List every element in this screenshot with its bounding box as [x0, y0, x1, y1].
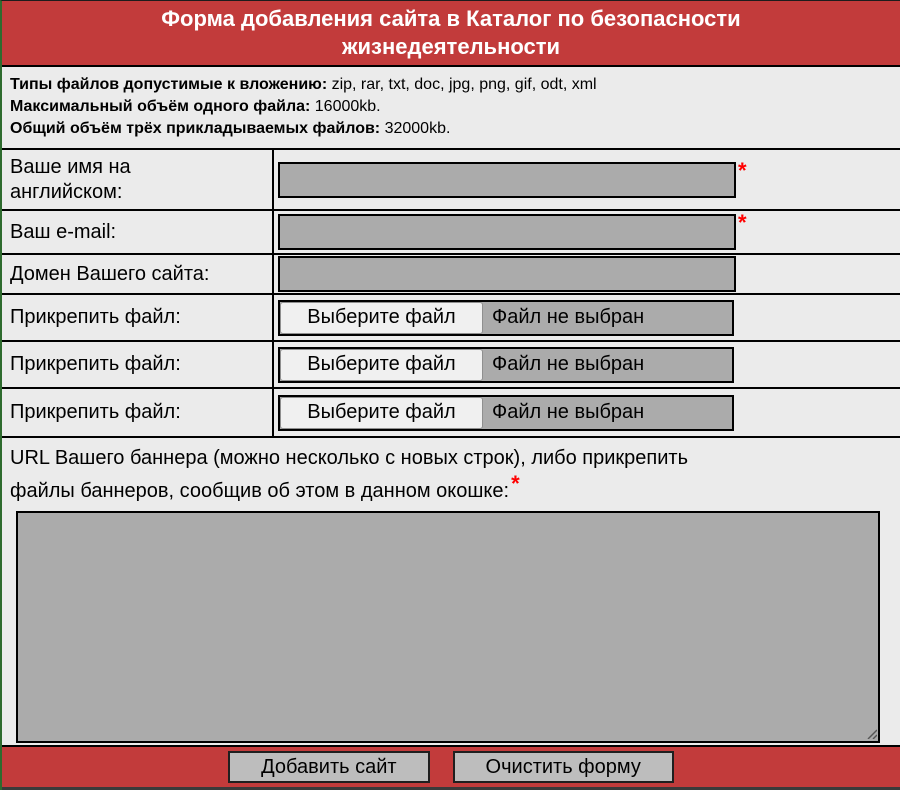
max-file-size-value: 16000kb.	[310, 98, 381, 115]
file-1-label-text: Прикрепить файл:	[10, 306, 181, 328]
banner-url-section	[2, 438, 900, 747]
file-rules-panel	[2, 67, 900, 150]
resize-handle-icon[interactable]	[865, 727, 877, 739]
form-row-domain	[2, 255, 900, 295]
name-label	[2, 150, 274, 209]
allowed-types-value: zip, rar, txt, doc, jpg, png, gif, odt, xml	[327, 76, 597, 93]
max-file-size-line	[10, 96, 892, 118]
file-input-1[interactable]	[278, 300, 734, 336]
name-input[interactable]	[278, 162, 736, 198]
total-size-label: Общий объём трёх прикладываемых файлов:	[10, 120, 381, 137]
required-asterisk: *	[738, 157, 747, 183]
file-3-label-text: Прикрепить файл:	[10, 401, 181, 423]
file-input-3[interactable]	[278, 395, 734, 431]
reset-button[interactable]: Очистить форму	[453, 751, 674, 783]
file-2-label-text: Прикрепить файл:	[10, 353, 181, 375]
banner-url-label	[10, 443, 745, 507]
file-status-text: Файл не выбран	[492, 353, 645, 375]
total-size-value: 32000kb.	[380, 120, 451, 137]
allowed-types-label: Типы файлов допустимые к вложению:	[10, 76, 328, 93]
page-title: Форма добавления сайта в Каталог по безопасности жизнедеятельности	[161, 6, 741, 59]
required-asterisk: *	[738, 210, 747, 235]
allowed-types-line	[10, 74, 892, 96]
email-label-text: Ваш e-mail:	[10, 220, 117, 243]
form-row-name	[2, 150, 900, 211]
form-row-file-2	[2, 342, 900, 389]
file-2-field-cell	[274, 342, 900, 387]
required-asterisk: *	[511, 471, 520, 496]
choose-file-button[interactable]: Выберите файл	[280, 349, 483, 381]
choose-file-button[interactable]: Выберите файл	[280, 397, 483, 429]
form-row-file-1	[2, 295, 900, 342]
file-input-2[interactable]	[278, 347, 734, 383]
email-input[interactable]	[278, 214, 736, 250]
form-actions-bar	[2, 747, 900, 787]
domain-field-cell	[274, 255, 900, 293]
choose-file-button[interactable]: Выберите файл	[280, 302, 483, 334]
banner-url-label-text: URL Вашего баннера (можно несколько с новых строк), либо прикрепить файлы баннеров, сообщив об этом в данном окошке:	[10, 447, 688, 502]
name-field-cell	[274, 150, 900, 209]
submit-button[interactable]: Добавить сайт	[228, 751, 429, 783]
form-row-email	[2, 211, 900, 255]
file-3-label	[2, 389, 274, 436]
total-size-line	[10, 118, 892, 140]
email-label	[2, 211, 274, 253]
file-2-label	[2, 342, 274, 387]
file-1-field-cell	[274, 295, 900, 340]
domain-label-text: Домен Вашего сайта:	[10, 262, 210, 285]
domain-label	[2, 255, 274, 293]
banner-url-textarea[interactable]	[16, 511, 880, 743]
file-3-field-cell	[274, 389, 900, 436]
domain-input[interactable]	[278, 256, 736, 292]
file-1-label	[2, 295, 274, 340]
file-status-text: Файл не выбран	[492, 401, 645, 423]
form-header	[2, 1, 900, 67]
email-field-cell	[274, 211, 900, 253]
form-row-file-3	[2, 389, 900, 438]
banner-textarea-wrap	[16, 511, 880, 743]
name-label-text: Ваше имя на английском:	[10, 155, 131, 203]
max-file-size-label: Максимальный объём одного файла:	[10, 98, 311, 115]
file-status-text: Файл не выбран	[492, 306, 645, 328]
